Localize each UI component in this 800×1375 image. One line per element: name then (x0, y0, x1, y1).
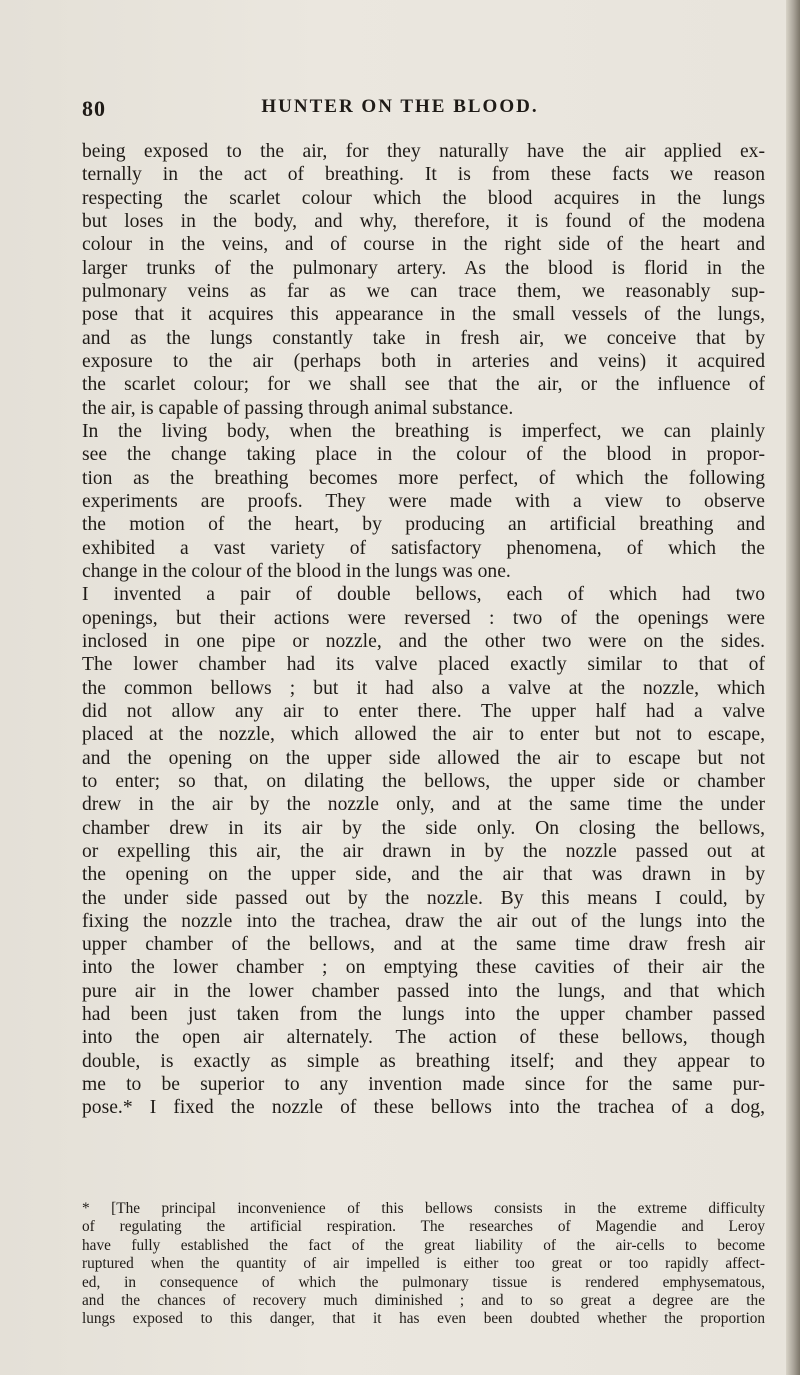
footnote-line: ruptured when the quantity of air impelled is either too great or too rapidly affect- (82, 1255, 765, 1273)
text-line: the opening on the upper side, and the air that was drawn in by (82, 864, 765, 886)
text-line: tion as the breathing becomes more perfect, of which the following (82, 467, 765, 489)
text-line: into the lower chamber ; on emptying these cavities of their air the (82, 957, 765, 979)
text-line: and the opening on the upper side allowed the air to escape but not (82, 747, 765, 769)
footnote-line: ed, in consequence of which the pulmonary tissue is rendered emphysematous, (82, 1273, 765, 1291)
running-head: HUNTER ON THE BLOOD. (261, 96, 539, 117)
text-line: pose that it acquires this appearance in the small vessels of the lungs, (82, 304, 765, 326)
text-line: and as the lungs constantly take in fresh air, we conceive that by (82, 327, 765, 349)
text-line: larger trunks of the pulmonary artery. As the blood is florid in the (82, 257, 765, 279)
text-line: colour in the veins, and of course in the right side of the heart and (82, 234, 765, 256)
text-line: the air, is capable of passing through animal substance. (82, 397, 514, 419)
page-number: 80 (82, 96, 106, 121)
text-line: the common bellows ; but it had also a valve at the nozzle, which (82, 677, 765, 699)
text-line: placed at the nozzle, which allowed the air to enter but not to escape, (82, 724, 765, 746)
text-line: chamber drew in its air by the side only. On closing the bellows, (82, 817, 765, 839)
text-line: respecting the scarlet colour which the blood acquires in the lungs (82, 187, 765, 209)
footnote-line: have fully established the fact of the great liability of the air-cells to become (82, 1236, 765, 1254)
text-line: the scarlet colour; for we shall see that the air, or the influence of (82, 374, 765, 396)
footnote-line: of regulating the artificial respiration. The researches of Magendie and Leroy (82, 1218, 765, 1236)
text-line: drew in the air by the nozzle only, and at the same time the under (82, 794, 765, 816)
text-line: experiments are proofs. They were made with a view to observe (82, 490, 765, 512)
text-line: or expelling this air, the air drawn in by the nozzle passed out at (82, 840, 765, 862)
body-text (82, 140, 765, 1120)
page-edge-shadow (786, 0, 800, 1375)
text-line: fixing the nozzle into the trachea, draw the air out of the lungs into the (82, 910, 765, 932)
text-line: pure air in the lower chamber passed into the lungs, and that which (82, 980, 765, 1002)
text-line: upper chamber of the bellows, and at the same time draw fresh air (82, 934, 765, 956)
text-line: pose.* I fixed the nozzle of these bellows into the trachea of a dog, (82, 1097, 765, 1119)
text-line: I invented a pair of double bellows, each of which had two (82, 584, 765, 606)
text-line: being exposed to the air, for they naturally have the air applied ex- (82, 141, 765, 162)
text-line: did not allow any air to enter there. The upper half had a valve (82, 700, 765, 722)
text-line: had been just taken from the lungs into the upper chamber passed (82, 1004, 765, 1026)
footnote (82, 1200, 765, 1329)
footnote-line: lungs exposed to this danger, that it has even been doubted whether the proportion (82, 1310, 765, 1328)
footnote-line: * [The principal inconvenience of this bellows consists in the extreme difficulty (82, 1200, 765, 1217)
text-line: exhibited a vast variety of satisfactory phenomena, of which the (82, 537, 765, 559)
text-line: ternally in the act of breathing. It is from these facts we reason (82, 164, 765, 186)
text-line: double, is exactly as simple as breathing itself; and they appear to (82, 1050, 765, 1072)
text-line: openings, but their actions were reversed : two of the openings were (82, 607, 765, 629)
footnote-line: and the chances of recovery much diminished ; and to so great a degree are the (82, 1292, 765, 1310)
text-line: to enter; so that, on dilating the bellows, the upper side or chamber (82, 770, 765, 792)
text-line: change in the colour of the blood in the lungs was one. (82, 560, 511, 582)
text-line: the under side passed out by the nozzle. By this means I could, by (82, 887, 765, 909)
text-line: pulmonary veins as far as we can trace them, we reasonably sup- (82, 280, 765, 302)
text-line: exposure to the air (perhaps both in arteries and veins) it acquired (82, 350, 765, 372)
text-line: The lower chamber had its valve placed exactly similar to that of (82, 654, 765, 676)
page-header (40, 96, 760, 126)
text-line: inclosed in one pipe or nozzle, and the other two were on the sides. (82, 630, 765, 652)
text-line: but loses in the body, and why, therefore, it is found of the modena (82, 210, 765, 232)
text-line: In the living body, when the breathing is imperfect, we can plainly (82, 420, 765, 442)
text-line: the motion of the heart, by producing an artificial breathing and (82, 514, 765, 536)
text-line: me to be superior to any invention made since for the same pur- (82, 1074, 765, 1096)
text-line: see the change taking place in the colour of the blood in propor- (82, 444, 765, 466)
text-line: into the open air alternately. The action of these bellows, though (82, 1027, 765, 1049)
